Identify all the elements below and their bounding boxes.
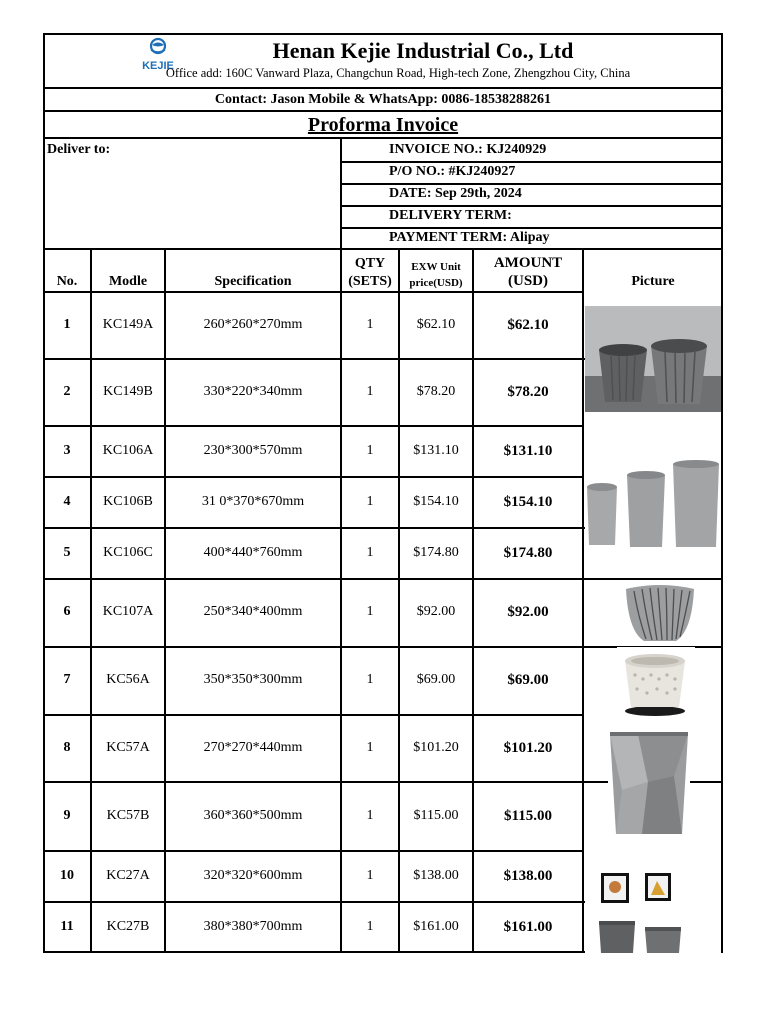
row-number: 9 xyxy=(63,808,71,823)
row-quantity: 1 xyxy=(366,494,374,509)
col-header-no: No. xyxy=(56,274,78,289)
product-picture-textured-bowl xyxy=(620,581,700,643)
col-header-qty-unit: (SETS) xyxy=(348,274,392,289)
row-number: 1 xyxy=(63,317,71,332)
logo-text: KEJIE xyxy=(142,60,174,72)
row-number: 7 xyxy=(63,672,71,687)
row-number: 2 xyxy=(63,384,71,399)
row-number: 6 xyxy=(63,604,71,619)
po-number: P/O NO.: #KJ240927 xyxy=(389,164,516,179)
row-amount: $69.00 xyxy=(507,672,549,688)
divider xyxy=(398,248,400,953)
col-header-qty: QTY xyxy=(354,256,386,271)
row-unit-price: $78.20 xyxy=(416,384,456,399)
row-model: KC57A xyxy=(106,740,150,755)
deliver-to-label: Deliver to: xyxy=(47,142,111,157)
row-amount: $78.20 xyxy=(507,384,549,400)
row-unit-price: $154.10 xyxy=(413,494,459,509)
row-specification: 230*300*570mm xyxy=(203,443,303,458)
row-model: KC149B xyxy=(103,384,153,399)
col-header-unit-price: EXW Unit xyxy=(411,261,461,273)
contact-line: Contact: Jason Mobile & WhatsApp: 0086-18538288261 xyxy=(214,92,552,107)
row-number: 11 xyxy=(60,919,74,934)
picture-textured-bowl-image xyxy=(620,581,700,643)
col-header-amount: AMOUNT xyxy=(493,255,563,271)
company-name: Henan Kejie Industrial Co., Ltd xyxy=(272,38,574,63)
delivery-term: DELIVERY TERM: xyxy=(389,208,512,223)
row-quantity: 1 xyxy=(366,443,374,458)
row-number: 8 xyxy=(63,740,71,755)
company-address: Office add: 160C Vanward Plaza, Changchun Road, High-tech Zone, Zhengzhou City, China xyxy=(165,66,631,80)
row-model: KC149A xyxy=(102,317,154,332)
row-specification: 260*260*270mm xyxy=(203,317,303,332)
invoice-sheet xyxy=(43,33,723,953)
col-header-unit-price-currency: price(USD) xyxy=(409,277,463,289)
payment-term: PAYMENT TERM: Alipay xyxy=(389,230,550,245)
row-divider xyxy=(43,425,583,427)
row-quantity: 1 xyxy=(366,672,374,687)
row-amount: $174.80 xyxy=(503,545,553,561)
row-specification: 270*270*440mm xyxy=(203,740,303,755)
row-divider xyxy=(43,476,583,478)
row-unit-price: $138.00 xyxy=(413,868,459,883)
row-specification: 400*440*760mm xyxy=(203,545,303,560)
divider xyxy=(164,248,166,953)
divider xyxy=(43,137,723,139)
col-header-amount-currency: (USD) xyxy=(508,273,548,289)
row-specification: 31 0*370*670mm xyxy=(201,494,305,509)
col-header-picture: Picture xyxy=(631,274,675,289)
row-specification: 380*380*700mm xyxy=(203,919,303,934)
row-unit-price: $92.00 xyxy=(416,604,456,619)
row-unit-price: $101.20 xyxy=(413,740,459,755)
row-specification: 320*320*600mm xyxy=(203,868,303,883)
row-specification: 360*360*500mm xyxy=(203,808,303,823)
row-model: KC106B xyxy=(103,494,153,509)
divider xyxy=(43,110,723,112)
row-quantity: 1 xyxy=(366,808,374,823)
row-quantity: 1 xyxy=(366,740,374,755)
picture-fluted-pots-image xyxy=(585,306,721,412)
divider xyxy=(43,248,723,250)
row-model: KC106C xyxy=(103,545,153,560)
row-unit-price: $131.10 xyxy=(413,443,459,458)
row-amount: $131.10 xyxy=(503,443,553,459)
row-specification: 250*340*400mm xyxy=(203,604,303,619)
divider xyxy=(340,248,342,953)
product-picture-cylinder-planters xyxy=(585,459,721,549)
row-model: KC57B xyxy=(106,808,150,823)
row-quantity: 1 xyxy=(366,545,374,560)
row-divider xyxy=(43,578,723,580)
divider xyxy=(340,205,723,207)
product-picture-faceted-planter xyxy=(608,730,690,842)
row-quantity: 1 xyxy=(366,868,374,883)
row-number: 10 xyxy=(60,868,74,883)
row-model: KC107A xyxy=(102,604,154,619)
row-quantity: 1 xyxy=(366,317,374,332)
divider xyxy=(340,137,342,249)
row-model: KC27B xyxy=(106,919,150,934)
row-specification: 330*220*340mm xyxy=(203,384,303,399)
divider xyxy=(582,248,584,953)
col-header-model: Modle xyxy=(108,274,148,289)
divider xyxy=(340,227,723,229)
divider xyxy=(43,87,723,89)
row-unit-price: $62.10 xyxy=(416,317,456,332)
row-amount: $161.00 xyxy=(503,919,553,935)
divider xyxy=(90,248,92,953)
product-picture-tall-square-planters xyxy=(585,867,721,953)
row-model: KC106A xyxy=(102,443,154,458)
picture-faceted-planter-image xyxy=(608,730,690,842)
row-divider xyxy=(43,850,583,852)
invoice-number: INVOICE NO.: KJ240929 xyxy=(389,142,547,157)
row-amount: $138.00 xyxy=(503,868,553,884)
divider xyxy=(340,183,723,185)
row-unit-price: $174.80 xyxy=(413,545,459,560)
col-header-spec: Specification xyxy=(214,274,292,289)
product-picture-white-pot xyxy=(617,647,695,717)
row-number: 4 xyxy=(63,494,71,509)
row-unit-price: $115.00 xyxy=(413,808,459,823)
row-specification: 350*350*300mm xyxy=(203,672,303,687)
row-quantity: 1 xyxy=(366,384,374,399)
row-unit-price: $161.00 xyxy=(413,919,459,934)
picture-white-pot-image xyxy=(617,647,695,717)
picture-tall-square-planters-image xyxy=(585,867,721,953)
row-model: KC56A xyxy=(106,672,150,687)
row-amount: $154.10 xyxy=(503,494,553,510)
row-amount: $101.20 xyxy=(503,740,553,756)
row-number: 5 xyxy=(63,545,71,560)
page-title: Proforma Invoice xyxy=(307,114,459,136)
product-picture-fluted-pots xyxy=(585,306,721,412)
row-amount: $62.10 xyxy=(507,317,549,333)
row-divider xyxy=(43,714,583,716)
row-quantity: 1 xyxy=(366,604,374,619)
row-model: KC27A xyxy=(106,868,150,883)
row-quantity: 1 xyxy=(366,919,374,934)
divider xyxy=(472,248,474,953)
divider xyxy=(340,161,723,163)
row-unit-price: $69.00 xyxy=(416,672,456,687)
picture-cylinder-planters-image xyxy=(585,459,721,549)
row-number: 3 xyxy=(63,443,71,458)
divider xyxy=(43,291,583,293)
row-amount: $115.00 xyxy=(504,808,552,824)
row-amount: $92.00 xyxy=(507,604,549,620)
invoice-date: DATE: Sep 29th, 2024 xyxy=(389,186,522,201)
